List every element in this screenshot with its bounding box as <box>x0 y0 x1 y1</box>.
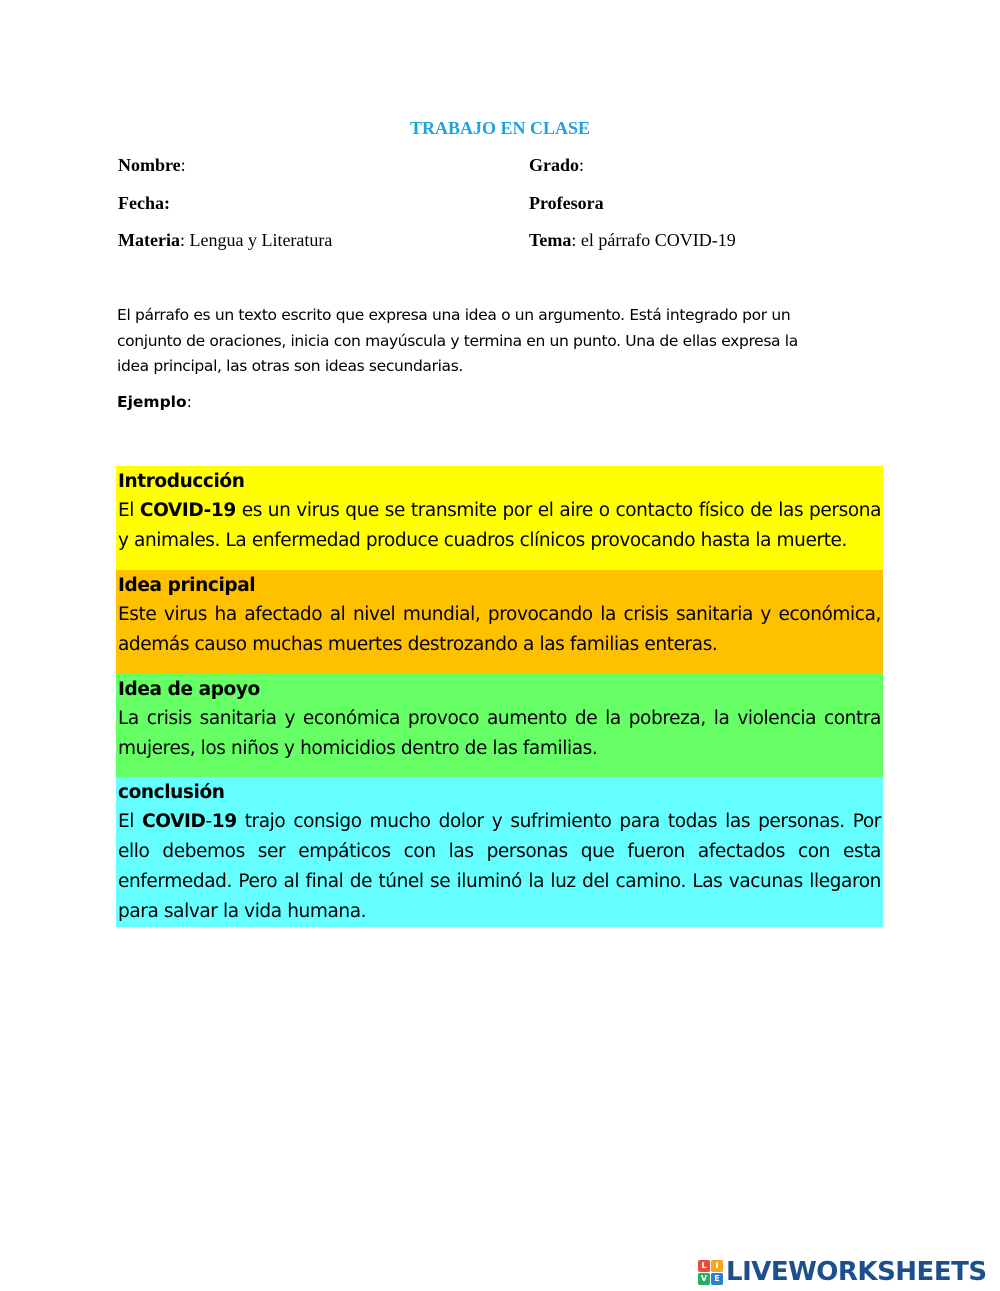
grado-label: Grado <box>529 155 580 175</box>
body-text: trajo consigo mucho dolor y sufrimiento para todas las personas. Por ello debemos ser empáticos con las personas que fueron afectados con esta enfermedad. Pero al final de túnel se iluminó la luz del camino. Las vacunas llegaron para salvar la vida humana. <box>118 811 882 922</box>
logo-mark-letter: I <box>711 1260 723 1272</box>
tema-value: : el párrafo COVID-19 <box>571 230 736 250</box>
block-body: Este virus ha afectado al nivel mundial, provocando la crisis sanitaria y económica, además causo muchas muertes destrozando a las familias enteras. <box>118 604 881 655</box>
covid-bold: 19 <box>211 811 237 832</box>
body-text: El <box>118 500 140 521</box>
page-title: TRABAJO EN CLASE <box>409 118 591 138</box>
logo-mark-letter: V <box>698 1273 710 1285</box>
nombre-label: Nombre <box>118 155 181 175</box>
logo-wordmark: LIVEWORKSHEETS <box>726 1257 987 1287</box>
tema-field <box>529 230 736 251</box>
covid-bold: COVID <box>142 811 206 832</box>
grado-field <box>529 155 584 176</box>
profesora-label: Profesora <box>529 193 604 213</box>
block-body <box>118 807 881 927</box>
fecha-field <box>118 193 170 214</box>
intro-line: idea principal, las otras son ideas secundarias. <box>117 357 464 375</box>
block-body: La crisis sanitaria y económica provoco aumento de la pobreza, la violencia contra mujeres, los niños y homicidios dentro de las familias. <box>118 708 881 759</box>
nombre-field <box>118 155 186 176</box>
block-body <box>118 496 881 556</box>
profesora-field <box>529 193 604 214</box>
grado-sep: : <box>579 155 585 175</box>
header-row-materia <box>118 230 878 256</box>
body-text: El <box>118 811 143 832</box>
materia-field <box>118 230 332 251</box>
body-text: es un virus que se transmite por el aire o contacto físico de las persona y animales. La enfermedad produce cuadros clínicos provocando hasta la muerte. <box>118 500 882 551</box>
tema-label: Tema <box>529 230 572 250</box>
liveworksheets-logo[interactable] <box>698 1256 987 1288</box>
block-heading: conclusión <box>118 782 225 803</box>
body-text: - <box>205 811 212 832</box>
fecha-label: Fecha: <box>118 193 170 213</box>
materia-value: : Lengua y Literatura <box>179 230 333 250</box>
materia-label: Materia <box>118 230 180 250</box>
nombre-sep: : <box>180 155 186 175</box>
block-heading: Introducción <box>118 471 245 492</box>
block-conclusion <box>116 777 883 927</box>
block-idea-apoyo <box>116 674 883 777</box>
logo-mark-icon <box>698 1260 723 1285</box>
header-row-nombre <box>118 155 878 181</box>
block-introduccion <box>116 466 883 570</box>
logo-mark-letter: L <box>698 1260 710 1272</box>
example-label-text: Ejemplo <box>117 393 187 411</box>
example-label <box>117 393 192 411</box>
block-heading: Idea principal <box>118 575 256 596</box>
header-row-fecha <box>118 193 878 219</box>
block-heading: Idea de apoyo <box>118 679 260 700</box>
covid-bold: COVID-19 <box>139 500 236 521</box>
intro-line: El párrafo es un texto escrito que expresa una idea o un argumento. Está integrado por un <box>117 306 791 324</box>
logo-mark-letter: E <box>711 1273 723 1285</box>
block-idea-principal <box>116 570 883 674</box>
intro-paragraph <box>117 303 877 380</box>
example-label-sep: : <box>186 393 192 411</box>
intro-line: conjunto de oraciones, inicia con mayúscula y termina en un punto. Una de ellas expresa la <box>117 331 798 350</box>
